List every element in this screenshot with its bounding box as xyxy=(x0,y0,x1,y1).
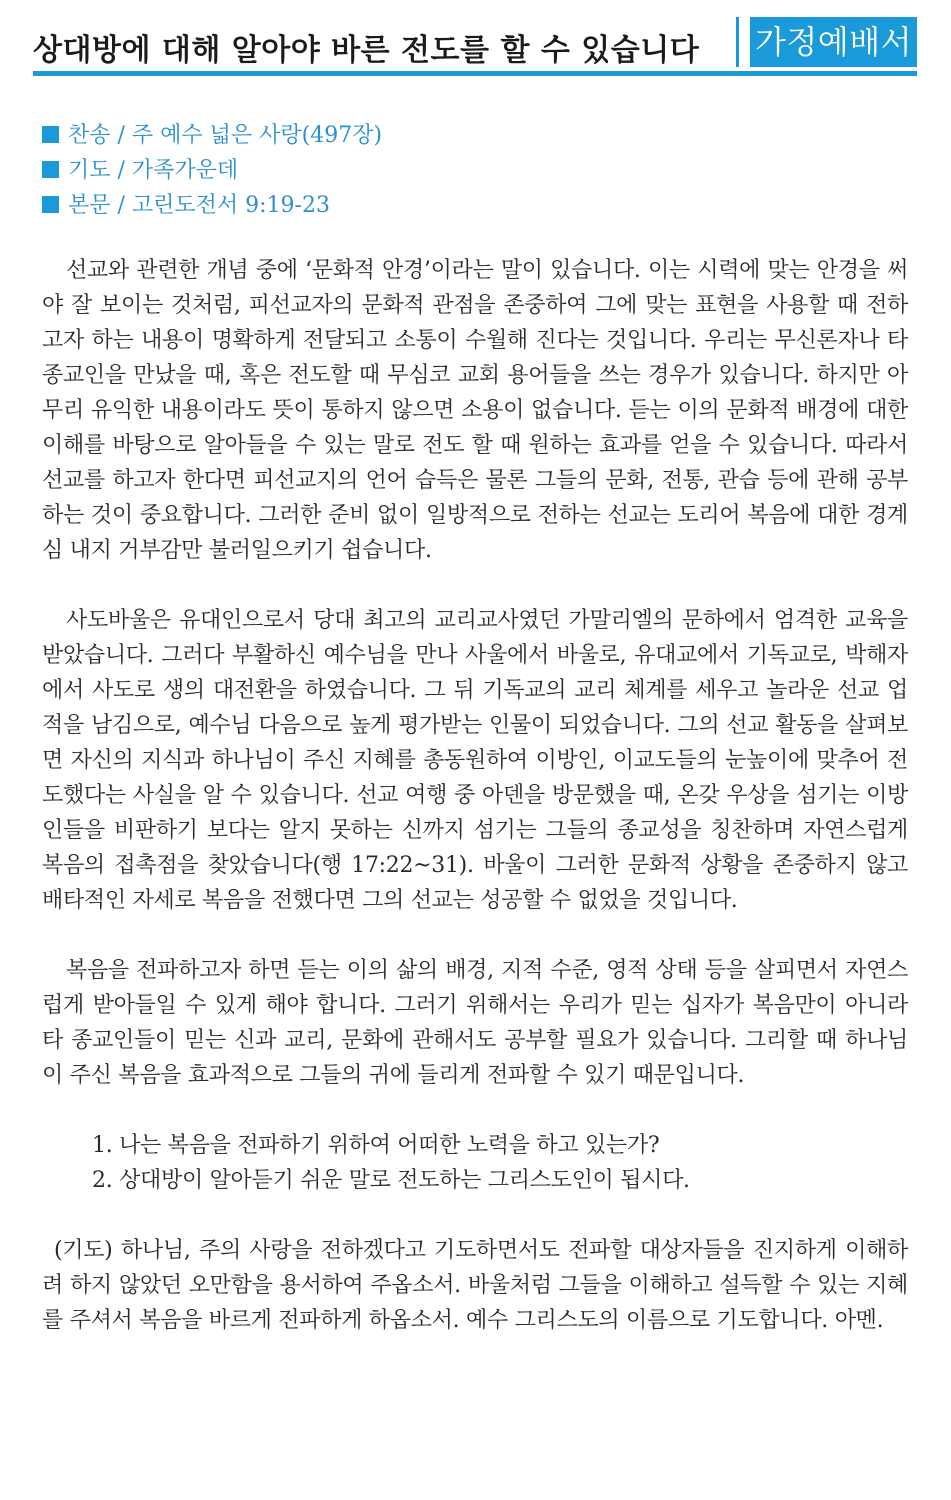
meta-prayer-text: 기도 / 가족가운데 xyxy=(68,158,239,183)
page-title: 상대방에 대해 알아야 바른 전도를 할 수 있습니다 xyxy=(33,33,700,68)
square-bullet-icon xyxy=(42,196,59,213)
worship-order xyxy=(42,118,382,223)
square-bullet-icon xyxy=(42,126,59,143)
sermon-body xyxy=(42,253,908,1338)
closing-prayer: (기도) 하나님, 주의 사랑을 전하겠다고 기도하면서도 전파할 대상자들을 진지하게 이해하려 하지 않았던 오만함을 용서하여 주옵소서. 바울처럼 그들을 이해하고 설득할 수 있는 지혜를 주셔서 복음을 바르게 전파하게 하옵소서. 예수 그리스도의 이름으로 기도합니다. 아멘. xyxy=(42,1238,908,1333)
paragraph-3: 복음을 전파하고자 하면 듣는 이의 삶의 배경, 지적 수준, 영적 상태 등을 살피면서 자연스럽게 받아들일 수 있게 해야 합니다. 그러기 위해서는 우리가 믿는 십자가 복음만이 아니라 타 종교인들이 믿는 신과 교리, 문화에 관해서도 공부할 필요가 있습니다. 그리할 때 하나님이 주신 복음을 효과적으로 그들의 귀에 들리게 전파할 수 있기 때문입니다. xyxy=(42,958,908,1088)
meta-hymn-text: 찬송 / 주 예수 넓은 사랑(497장) xyxy=(68,123,383,148)
question-1: 1. 나는 복음을 전파하기 위하여 어떠한 노력을 하고 있는가? xyxy=(92,1133,660,1158)
meta-scripture-text: 본문 / 고린도전서 9:19-23 xyxy=(68,193,330,218)
meta-scripture xyxy=(42,188,382,223)
header-rule xyxy=(33,71,917,76)
meta-prayer xyxy=(42,153,382,188)
meta-hymn xyxy=(42,118,382,153)
page-header xyxy=(0,0,951,110)
paragraph-2: 사도바울은 유대인으로서 당대 최고의 교리교사였던 가말리엘의 문하에서 엄격한 교육을 받았습니다. 그러다 부활하신 예수님을 만나 사울에서 바울로, 유대교에서 기독교로, 박해자에서 사도로 생의 대전환을 하였습니다. 그 뒤 기독교의 교리 체계를 세우고 놀라운 선교 업적을 남김으로, 예수님 다음으로 높게 평가받는 인물이 되었습니다. 그의 선교 활동을 살펴보면 자신의 지식과 하나님이 주신 지혜를 총동원하여 이방인, 이교도들의 눈높이에 맞추어 전도했다는 사실을 알 수 있습니다. 선교 여행 중 아덴을 방문했을 때, 온갖 우상을 섬기는 이방인들을 비판하기 보다는 알지 못하는 신까지 섬기는 그들의 종교성을 칭찬하며 자연스럽게 복음의 접촉점을 찾았습니다(행 17:22~31). 바울이 그러한 문화적 상황을 존중하지 않고 배타적인 자세로 복음을 전했다면 그의 선교는 성공할 수 없었을 것입니다. xyxy=(42,608,908,913)
title-divider xyxy=(736,17,739,67)
paragraph-1: 선교와 관련한 개념 중에 ‘문화적 안경’이라는 말이 있습니다. 이는 시력에 맞는 안경을 써야 잘 보이는 것처럼, 피선교자의 문화적 관점을 존중하여 그에 맞는 표현을 사용할 때 전하고자 하는 내용이 명확하게 전달되고 소통이 수월해 진다는 것입니다. 우리는 무신론자나 타 종교인을 만났을 때, 혹은 전도할 때 무심코 교회 용어들을 쓰는 경우가 있습니다. 하지만 아무리 유익한 내용이라도 뜻이 통하지 않으면 소용이 없습니다. 듣는 이의 문화적 배경에 대한 이해를 바탕으로 알아들을 수 있는 말로 전도 할 때 원하는 효과를 얻을 수 있습니다. 따라서 선교를 하고자 한다면 피선교지의 언어 습득은 물론 그들의 문화, 전통, 관습 등에 관해 공부하는 것이 중요합니다. 그러한 준비 없이 일방적으로 전하는 선교는 도리어 복음에 대한 경계심 내지 거부감만 불러일으키기 쉽습니다. xyxy=(42,258,908,563)
reflection-questions xyxy=(42,1128,908,1198)
square-bullet-icon xyxy=(42,161,59,178)
section-badge: 가정예배서 xyxy=(750,17,917,67)
question-2: 2. 상대방이 알아듣기 쉬운 말로 전도하는 그리스도인이 됩시다. xyxy=(92,1168,690,1193)
